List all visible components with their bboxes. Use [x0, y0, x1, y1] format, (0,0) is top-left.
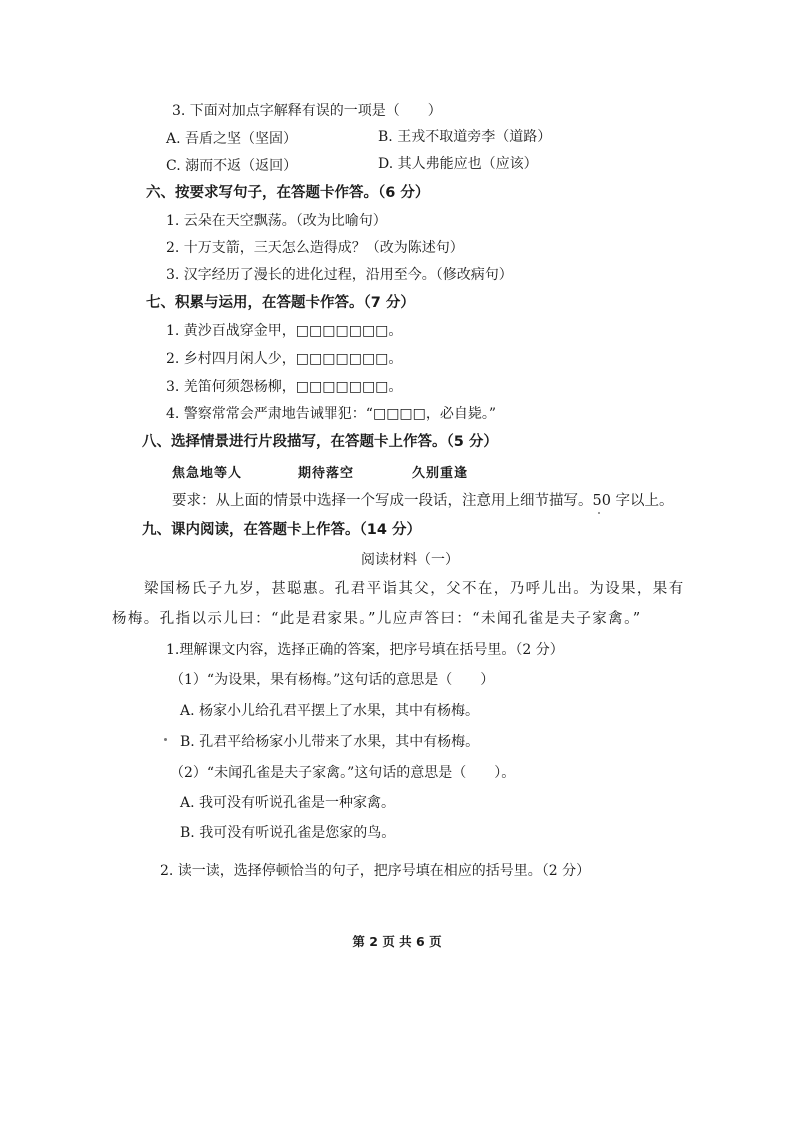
scenario-option-3: 久别重逢 [412, 466, 469, 481]
section-six-item-3: 3. 汉字经历了漫长的进化过程，沿用至今。（修改病句） [166, 267, 513, 283]
scenario-option-1: 焦急地等人 [172, 466, 243, 481]
question-1-2: （2）“未闻孔雀是夫子家禽。”这句话的意思是（ ）。 [170, 765, 516, 781]
reading-material-title: 阅读材料（一） [361, 552, 459, 568]
section-seven-item-1: 1. 黄沙百战穿金甲，□□□□□□□。 [166, 323, 403, 339]
q3-option-b: B. 王戎不取道旁李（道路） [378, 129, 552, 145]
section-seven-item-3: 3. 羌笛何须怨杨柳，□□□□□□□。 [166, 379, 403, 395]
page-footer: 第 2 页 共 6 页 [352, 934, 442, 949]
passage-line-1: 梁国杨氏子九岁，甚聪惠。孔君平诣其父，父不在，乃呼儿出。为设果，果有 [144, 581, 685, 597]
question-1: 1.理解课文内容，选择正确的答案，把序号填在括号里。（2 分） [166, 642, 564, 658]
scan-speck [164, 738, 167, 741]
passage-line-2: 杨梅。孔指以示儿曰：“此是君家果。”儿应声答曰：“未闻孔雀是夫子家禽。” [112, 611, 642, 627]
section-seven-item-4: 4. 警察常常会严肃地告诫罪犯：“□□□□，必自毙。” [166, 406, 497, 422]
section-seven-title: 七、积累与运用，在答题卡作答。（7 分） [146, 295, 415, 311]
section-six-title: 六、按要求写句子，在答题卡作答。（6 分） [146, 185, 430, 201]
section-six-item-1: 1. 云朵在天空飘荡。（改为比喻句） [166, 213, 387, 229]
question-1-1-option-a: A. 杨家小儿给孔君平摆上了水果，其中有杨梅。 [180, 703, 480, 719]
scenario-option-2: 期待落空 [298, 466, 355, 481]
scan-speck [598, 512, 600, 514]
section-eight-requirement: 要求：从上面的情景中选择一个写成一段话，注意用上细节描写。50 字以上。 [172, 493, 674, 509]
section-nine-title: 九、课内阅读，在答题卡上作答。（14 分） [142, 522, 421, 538]
question-1-1-option-b: B. 孔君平给杨家小儿带来了水果，其中有杨梅。 [180, 734, 480, 750]
section-six-item-2: 2. 十万支箭，三天怎么造得成？（改为陈述句） [166, 240, 464, 256]
question-1-2-option-a: A. 我可没有听说孔雀是一种家禽。 [180, 795, 396, 811]
q3-option-d: D. 其人弗能应也（应该） [378, 156, 538, 172]
q3-option-c: C. 溺而不返（返回） [166, 158, 298, 174]
section-seven-item-2: 2. 乡村四月闲人少，□□□□□□□。 [166, 351, 403, 367]
q3-option-a: A. 吾盾之坚（坚固） [166, 131, 298, 147]
q3-stem: 3. 下面对加点字解释有误的一项是（ ） [172, 103, 442, 119]
question-2: 2. 读一读，选择停顿恰当的句子，把序号填在相应的括号里。（2 分） [160, 863, 591, 879]
question-1-1: （1）“为设果，果有杨梅。”这句话的意思是（ ） [170, 672, 495, 688]
section-eight-title: 八、选择情景进行片段描写，在答题卡上作答。（5 分） [142, 434, 498, 450]
question-1-2-option-b: B. 我可没有听说孔雀是您家的鸟。 [180, 825, 396, 841]
